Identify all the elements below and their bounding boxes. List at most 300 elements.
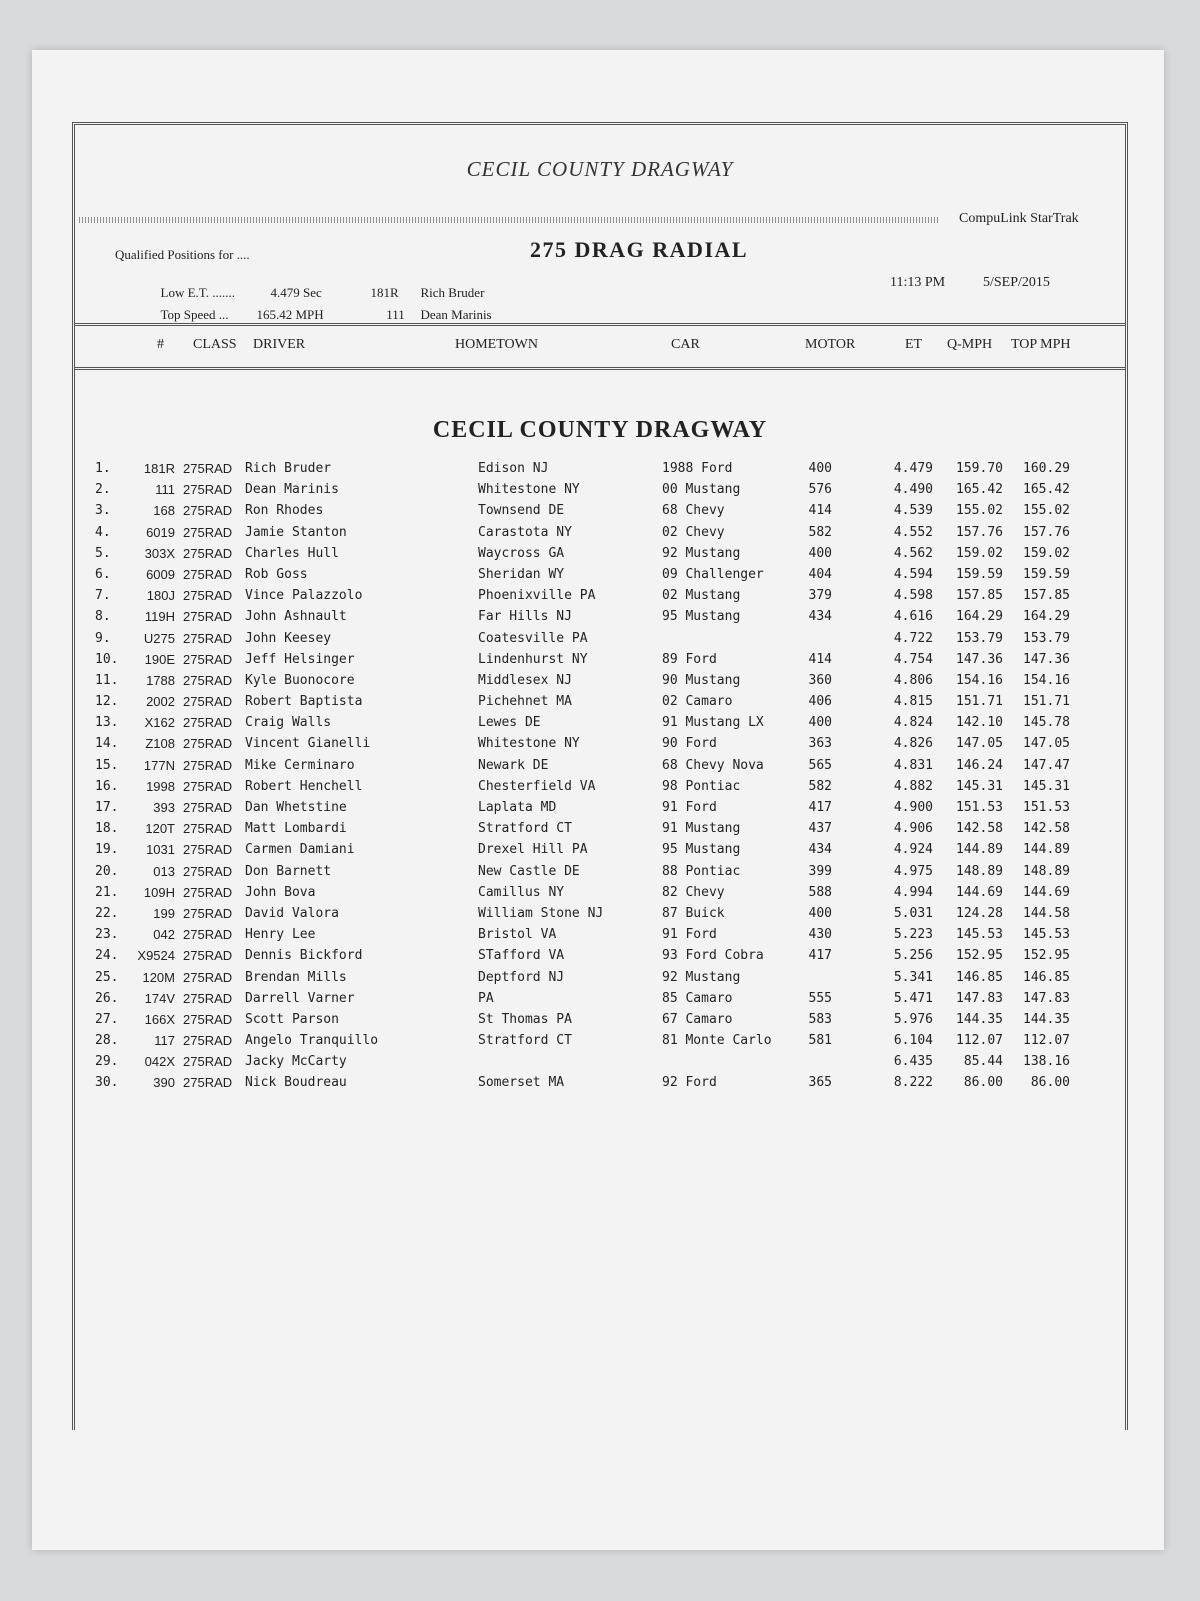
cell-position: 14. [95, 736, 119, 752]
result-row [75, 715, 1125, 736]
cell-hometown: Phoenixville PA [478, 588, 596, 604]
cell-driver: Angelo Tranquillo [245, 1033, 379, 1049]
cell-class: 275RAD [183, 566, 233, 582]
cell-q-mph: 155.02 [956, 503, 1003, 519]
cell-class: 275RAD [183, 1054, 233, 1070]
cell-motor: 379 [808, 588, 832, 604]
cell-top-mph: 144.89 [1023, 842, 1070, 858]
cell-q-mph: 145.31 [956, 778, 1003, 794]
cell-driver: John Ashnault [245, 609, 347, 625]
result-row [75, 800, 1125, 821]
cell-motor: 406 [808, 694, 832, 710]
cell-q-mph: 147.83 [956, 990, 1003, 1006]
cell-motor: 399 [808, 863, 832, 879]
cell-position: 1. [95, 461, 111, 476]
cell-et: 4.906 [893, 821, 933, 837]
cell-car-number: 120T [145, 821, 175, 837]
cell-driver: Rob Goss [245, 566, 308, 582]
cell-position: 19. [95, 842, 119, 858]
cell-car-number: 2002 [146, 694, 175, 710]
cell-car-number: 1788 [146, 672, 175, 688]
result-row [75, 1033, 1125, 1054]
cell-position: 18. [95, 821, 119, 837]
cell-et: 4.815 [893, 694, 933, 710]
cell-class: 275RAD [183, 990, 233, 1006]
cell-top-mph: 165.42 [1023, 482, 1070, 498]
cell-q-mph: 157.76 [956, 524, 1003, 540]
cell-car: 68 Chevy Nova [662, 757, 764, 773]
cell-car: 92 Ford [662, 1075, 717, 1091]
cell-class: 275RAD [183, 969, 233, 985]
cell-car-number: 181R [143, 461, 175, 476]
cell-car-number: 013 [153, 863, 175, 879]
cell-et: 5.223 [893, 927, 933, 943]
report-date: 5/SEP/2015 [983, 275, 1050, 290]
col-header-top-mph: TOP MPH [1011, 337, 1071, 352]
cell-et: 5.031 [893, 905, 933, 921]
cell-car-number: 6009 [146, 566, 175, 582]
cell-driver: John Bova [245, 884, 316, 900]
cell-position: 24. [95, 948, 119, 964]
cell-et: 6.435 [893, 1054, 933, 1070]
cell-car-number: Z108 [145, 736, 175, 752]
results-frame [72, 122, 1128, 1430]
col-header-driver: DRIVER [253, 337, 306, 352]
cell-class: 275RAD [183, 609, 233, 625]
cell-car: 90 Ford [662, 736, 717, 752]
cell-car-number: 1031 [146, 842, 175, 858]
cell-class: 275RAD [183, 1033, 233, 1049]
cell-hometown: Sheridan WY [478, 566, 565, 582]
cell-motor: 365 [808, 1075, 832, 1091]
cell-hometown: Laplata MD [478, 800, 557, 815]
cell-car: 98 Pontiac [662, 778, 741, 794]
cell-position: 7. [95, 588, 111, 604]
cell-class: 275RAD [183, 905, 233, 921]
cell-hometown: Coatesville PA [478, 630, 588, 646]
dotted-separator [79, 217, 939, 223]
cell-position: 17. [95, 800, 119, 815]
top-speed-row [141, 291, 492, 339]
cell-top-mph: 144.58 [1023, 905, 1070, 921]
cell-car: 02 Mustang [662, 588, 741, 604]
cell-car: 87 Buick [662, 905, 725, 921]
cell-car-number: 174V [144, 990, 175, 1006]
cell-class: 275RAD [183, 651, 233, 667]
top-speed-driver: Dean Marinis [420, 307, 492, 322]
cell-hometown: Edison NJ [478, 461, 549, 476]
cell-driver: Vince Palazzolo [245, 588, 363, 604]
cell-top-mph: 164.29 [1023, 609, 1070, 625]
result-row [75, 864, 1125, 885]
cell-class: 275RAD [183, 927, 233, 943]
cell-top-mph: 159.02 [1023, 545, 1070, 561]
cell-hometown: New Castle DE [478, 863, 580, 879]
cell-position: 11. [95, 672, 119, 688]
cell-class: 275RAD [183, 736, 233, 752]
low-et-num: 181R [370, 285, 399, 300]
cell-top-mph: 157.76 [1023, 524, 1070, 540]
cell-class: 275RAD [183, 800, 233, 815]
col-header-car: CAR [671, 337, 700, 352]
cell-top-mph: 152.95 [1023, 948, 1070, 964]
cell-et: 4.490 [893, 482, 933, 498]
low-et-label: Low E.T. ....... [160, 285, 235, 300]
cell-q-mph: 151.53 [956, 800, 1003, 815]
result-row [75, 503, 1125, 524]
cell-top-mph: 86.00 [1030, 1075, 1070, 1091]
cell-driver: Matt Lombardi [245, 821, 347, 837]
cell-car: 91 Ford [662, 927, 717, 943]
cell-et: 4.594 [893, 566, 933, 582]
cell-class: 275RAD [183, 863, 233, 879]
cell-hometown: St Thomas PA [478, 1011, 572, 1027]
cell-car: 88 Pontiac [662, 863, 741, 879]
cell-top-mph: 155.02 [1023, 503, 1070, 519]
cell-motor: 363 [808, 736, 832, 752]
results-list [75, 461, 1125, 1097]
cell-class: 275RAD [183, 1011, 233, 1027]
cell-hometown: Whitestone NY [478, 736, 580, 752]
cell-car-number: 303X [144, 545, 175, 561]
cell-class: 275RAD [183, 672, 233, 688]
cell-car-number: 199 [153, 905, 175, 921]
cell-top-mph: 147.83 [1023, 990, 1070, 1006]
cell-q-mph: 151.71 [956, 694, 1003, 710]
cell-top-mph: 138.16 [1023, 1054, 1070, 1070]
cell-q-mph: 86.00 [963, 1075, 1003, 1091]
cell-driver: Carmen Damiani [245, 842, 355, 858]
cell-class: 275RAD [183, 482, 233, 498]
cell-car: 85 Camaro [662, 990, 733, 1006]
cell-position: 26. [95, 990, 119, 1006]
cell-position: 30. [95, 1075, 119, 1091]
cell-car-number: 1998 [146, 778, 175, 794]
cell-et: 4.722 [893, 630, 933, 646]
cell-driver: Henry Lee [245, 927, 316, 943]
cell-q-mph: 112.07 [956, 1033, 1003, 1049]
cell-q-mph: 147.36 [956, 651, 1003, 667]
cell-hometown: Middlesex NJ [478, 672, 572, 688]
cell-hometown: Lindenhurst NY [478, 651, 588, 667]
cell-q-mph: 159.02 [956, 545, 1003, 561]
cell-position: 22. [95, 905, 119, 921]
cell-top-mph: 151.71 [1023, 694, 1070, 710]
cell-motor: 565 [808, 757, 832, 773]
cell-class: 275RAD [183, 1075, 233, 1091]
cell-q-mph: 164.29 [956, 609, 1003, 625]
result-row [75, 631, 1125, 652]
cell-et: 4.754 [893, 651, 933, 667]
cell-driver: Nick Boudreau [245, 1075, 347, 1091]
cell-hometown: Bristol VA [478, 927, 557, 943]
cell-q-mph: 142.10 [956, 715, 1003, 731]
result-row [75, 1054, 1125, 1075]
result-row [75, 970, 1125, 991]
cell-class: 275RAD [183, 821, 233, 837]
cell-motor: 555 [808, 990, 832, 1006]
cell-driver: Robert Henchell [245, 778, 363, 794]
cell-class: 275RAD [183, 842, 233, 858]
track-title: CECIL COUNTY DRAGWAY [466, 157, 734, 181]
cell-driver: Robert Baptista [245, 694, 363, 710]
result-row [75, 779, 1125, 800]
cell-top-mph: 147.05 [1023, 736, 1070, 752]
cell-top-mph: 147.36 [1023, 651, 1070, 667]
low-et-driver: Rich Bruder [420, 285, 485, 300]
cell-hometown: Drexel Hill PA [478, 842, 588, 858]
cell-class: 275RAD [183, 461, 233, 476]
cell-car: 91 Mustang [662, 821, 741, 837]
cell-motor: 430 [808, 927, 832, 943]
cell-car: 81 Monte Carlo [662, 1033, 772, 1049]
low-et-value: 4.479 Sec [270, 285, 322, 300]
cell-car-number: 109H [143, 884, 175, 900]
result-row [75, 885, 1125, 906]
col-header-class: CLASS [193, 337, 237, 352]
cell-class: 275RAD [183, 948, 233, 964]
cell-car-number: 190E [144, 651, 175, 667]
cell-position: 3. [95, 503, 111, 519]
cell-driver: Scott Parson [245, 1011, 339, 1027]
cell-hometown: Stratford CT [478, 1033, 572, 1049]
cell-hometown: William Stone NJ [478, 905, 604, 921]
cell-top-mph: 112.07 [1023, 1033, 1070, 1049]
cell-et: 4.824 [893, 715, 933, 731]
top-speed-value: 165.42 MPH [256, 307, 324, 322]
cell-car-number: 166X [144, 1011, 175, 1027]
cell-q-mph: 146.85 [956, 969, 1003, 985]
cell-driver: Dean Marinis [245, 482, 339, 498]
cell-class: 275RAD [183, 884, 233, 900]
result-row [75, 673, 1125, 694]
cell-car-number: 119H [144, 609, 175, 625]
cell-et: 4.806 [893, 672, 933, 688]
cell-driver: John Keesey [245, 630, 332, 646]
cell-position: 10. [95, 651, 119, 667]
cell-position: 23. [95, 927, 119, 943]
cell-position: 8. [95, 609, 111, 625]
cell-et: 4.479 [893, 461, 933, 476]
cell-et: 4.826 [893, 736, 933, 752]
cell-position: 21. [95, 884, 119, 900]
col-header-motor: MOTOR [805, 337, 856, 352]
cell-et: 4.539 [893, 503, 933, 519]
cell-class: 275RAD [183, 694, 233, 710]
cell-et: 4.616 [893, 609, 933, 625]
cell-hometown: PA [478, 990, 494, 1006]
cell-car-number: 120M [142, 969, 175, 985]
result-row [75, 694, 1125, 715]
cell-car-number: 180J [146, 588, 175, 604]
cell-driver: Craig Walls [245, 715, 332, 731]
cell-top-mph: 147.47 [1023, 757, 1070, 773]
cell-car-number: 117 [154, 1033, 175, 1049]
top-speed-num: 111 [386, 307, 405, 322]
cell-position: 13. [95, 715, 119, 731]
cell-hometown: STafford VA [478, 948, 565, 964]
report-time: 11:13 PM [890, 275, 946, 290]
cell-motor: 417 [808, 800, 832, 815]
cell-driver: Dan Whetstine [245, 800, 347, 815]
cell-et: 5.976 [893, 1011, 933, 1027]
cell-motor: 360 [808, 672, 832, 688]
cell-hometown: Far Hills NJ [478, 609, 572, 625]
cell-q-mph: 144.89 [956, 842, 1003, 858]
cell-driver: Jamie Stanton [245, 524, 347, 540]
cell-car-number: X9524 [137, 948, 175, 964]
cell-car-number: 042 [153, 927, 175, 943]
cell-top-mph: 157.85 [1023, 588, 1070, 604]
cell-motor: 414 [808, 651, 832, 667]
cell-car-number: 390 [153, 1075, 175, 1091]
result-row [75, 736, 1125, 757]
cell-position: 2. [95, 482, 111, 498]
cell-hometown: Deptford NJ [478, 969, 565, 985]
cell-motor: 576 [808, 482, 832, 498]
cell-position: 4. [95, 524, 111, 540]
result-row [75, 758, 1125, 779]
result-row [75, 927, 1125, 948]
brand-label: CompuLink StarTrak [959, 211, 1079, 226]
cell-et: 4.562 [893, 545, 933, 561]
cell-motor: 417 [808, 948, 832, 964]
cell-car: 02 Camaro [662, 694, 733, 710]
cell-driver: David Valora [245, 905, 339, 921]
cell-motor: 400 [808, 461, 832, 476]
cell-position: 29. [95, 1054, 119, 1070]
cell-car: 92 Mustang [662, 545, 741, 561]
cell-hometown: Townsend DE [478, 503, 565, 519]
cell-class: 275RAD [183, 757, 233, 773]
cell-et: 5.471 [893, 990, 933, 1006]
cell-motor: 404 [808, 566, 832, 582]
cell-car: 90 Mustang [662, 672, 741, 688]
cell-motor: 400 [808, 545, 832, 561]
cell-top-mph: 144.69 [1023, 884, 1070, 900]
cell-top-mph: 148.89 [1023, 863, 1070, 879]
cell-position: 20. [95, 863, 119, 879]
cell-hometown: Camillus NY [478, 884, 565, 900]
header-rule-bottom [75, 367, 1125, 370]
cell-driver: Mike Cerminaro [245, 757, 355, 773]
cell-q-mph: 154.16 [956, 672, 1003, 688]
cell-q-mph: 148.89 [956, 863, 1003, 879]
cell-position: 9. [95, 630, 111, 646]
cell-class: 275RAD [183, 524, 233, 540]
cell-motor: 588 [808, 884, 832, 900]
cell-q-mph: 157.85 [956, 588, 1003, 604]
cell-car: 1988 Ford [662, 461, 733, 476]
cell-car: 00 Mustang [662, 482, 741, 498]
cell-top-mph: 145.78 [1023, 715, 1070, 731]
result-row [75, 948, 1125, 969]
cell-et: 8.222 [893, 1075, 933, 1091]
cell-q-mph: 147.05 [956, 736, 1003, 752]
cell-position: 27. [95, 1011, 119, 1027]
cell-et: 4.924 [893, 842, 933, 858]
cell-car: 02 Chevy [662, 524, 725, 540]
cell-q-mph: 152.95 [956, 948, 1003, 964]
cell-car-number: 042X [144, 1054, 175, 1070]
cell-class: 275RAD [183, 588, 233, 604]
cell-class: 275RAD [183, 715, 233, 731]
cell-class: 275RAD [183, 545, 233, 561]
cell-car: 92 Mustang [662, 969, 741, 985]
cell-car: 09 Challenger [662, 566, 764, 582]
col-header-et: ET [905, 337, 923, 352]
cell-top-mph: 142.58 [1023, 821, 1070, 837]
cell-car-number: 111 [155, 482, 175, 498]
cell-position: 25. [95, 969, 119, 985]
cell-driver: Kyle Buonocore [245, 672, 355, 688]
body-title: CECIL COUNTY DRAGWAY [432, 417, 768, 443]
cell-motor: 582 [808, 524, 832, 540]
cell-hometown: Chesterfield VA [478, 778, 596, 794]
cell-q-mph: 146.24 [956, 757, 1003, 773]
cell-q-mph: 124.28 [956, 905, 1003, 921]
cell-car: 82 Chevy [662, 884, 725, 900]
cell-car: 68 Chevy [662, 503, 725, 519]
cell-class: 275RAD [183, 503, 233, 519]
cell-hometown: Newark DE [478, 757, 549, 773]
cell-car: 95 Mustang [662, 609, 741, 625]
top-speed-label: Top Speed ... [160, 307, 229, 322]
cell-motor: 400 [808, 715, 832, 731]
cell-car-number: 393 [153, 800, 175, 815]
cell-et: 4.831 [893, 757, 933, 773]
cell-driver: Rich Bruder [245, 461, 332, 476]
cell-et: 4.975 [893, 863, 933, 879]
cell-driver: Ron Rhodes [245, 503, 324, 519]
cell-hometown: Lewes DE [478, 715, 541, 731]
result-row [75, 1012, 1125, 1033]
cell-car: 89 Ford [662, 651, 717, 667]
cell-car-number: 168 [153, 503, 175, 519]
cell-q-mph: 153.79 [956, 630, 1003, 646]
cell-q-mph: 159.70 [956, 461, 1003, 476]
cell-car-number: X162 [144, 715, 175, 731]
cell-q-mph: 144.35 [956, 1011, 1003, 1027]
result-row [75, 525, 1125, 546]
cell-car-number: 177N [143, 757, 175, 773]
cell-motor: 582 [808, 778, 832, 794]
cell-top-mph: 145.53 [1023, 927, 1070, 943]
cell-top-mph: 146.85 [1023, 969, 1070, 985]
cell-et: 5.256 [893, 948, 933, 964]
cell-car: 91 Mustang LX [662, 715, 764, 731]
result-row [75, 842, 1125, 863]
result-row [75, 821, 1125, 842]
cell-hometown: Stratford CT [478, 821, 572, 837]
cell-car: 93 Ford Cobra [662, 948, 764, 964]
cell-motor: 583 [808, 1011, 832, 1027]
cell-position: 12. [95, 694, 119, 710]
cell-et: 4.900 [893, 800, 933, 815]
cell-motor: 434 [808, 842, 832, 858]
cell-driver: Jacky McCarty [245, 1054, 347, 1070]
cell-motor: 434 [808, 609, 832, 625]
cell-q-mph: 165.42 [956, 482, 1003, 498]
cell-position: 6. [95, 566, 111, 582]
cell-car: 95 Mustang [662, 842, 741, 858]
result-row [75, 652, 1125, 673]
col-header-hometown: HOMETOWN [455, 337, 538, 352]
cell-motor: 400 [808, 905, 832, 921]
cell-car: 67 Camaro [662, 1011, 733, 1027]
cell-driver: Vincent Gianelli [245, 736, 371, 752]
cell-position: 28. [95, 1033, 119, 1049]
